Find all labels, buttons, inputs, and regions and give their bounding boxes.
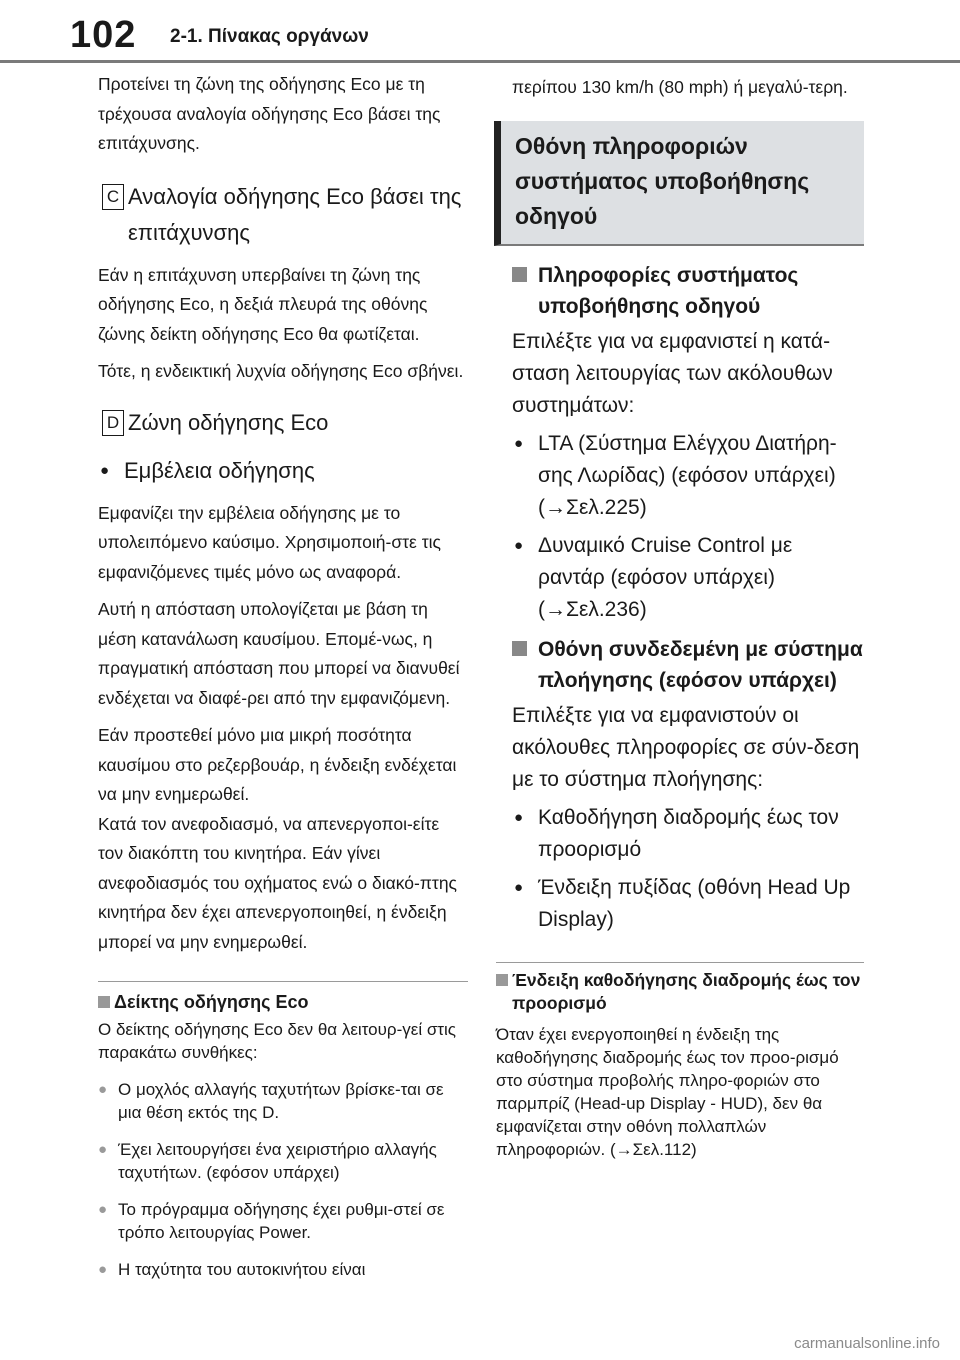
page-number: 102	[70, 14, 137, 56]
eco-note-item	[98, 1138, 468, 1184]
route-note-title: Ένδειξη καθοδήγησης διαδρομής έως τον προορισμό	[512, 970, 861, 1013]
range-heading	[98, 455, 468, 487]
letter-c-box: C	[102, 184, 124, 210]
item-c-title: Αναλογία οδήγησης Eco βάσει της επιτάχυνσης	[128, 183, 462, 245]
range-paragraph-1: Εμφανίζει την εμβέλεια οδήγησης με το υπολειπόμενο καύσιμο. Χρησιμοποιή-στε τις εμφανιζόμενες τιμές μόνο ως αναφορά.	[98, 502, 441, 582]
range-paragraph-2: Αυτή η απόσταση υπολογίζεται με βάση τη μέση κατανάλωση καυσίμου. Επομέ-νως, η πραγματική απόσταση που μπορεί να διανυθεί ενδέχεται να διαφέ-ρει από την εμφανιζόμενη.	[98, 599, 460, 708]
right-column	[496, 76, 864, 1161]
item-d-heading	[98, 405, 468, 441]
range-paragraph-4: Κατά τον ανεφοδιασμό, να απενεργοποι-είτε τον διακόπτη του κινητήρα. Εάν γίνει ανεφοδιασμός του οχήματος ενώ ο διακό-πτης κινητήρα δεν έχει απενεργοποιηθεί, η ένδειξη μπορεί να μην ενημερωθεί.	[98, 813, 457, 952]
navigation-title: Οθόνη συνδεδεμένη με σύστημα πλοήγησης (εφόσον υπάρχει)	[538, 638, 863, 692]
watermark: carmanualsonline.info	[794, 1335, 940, 1352]
driver-assist-item-text: LTA (Σύστημα Ελέγχου Διατήρη-σης Λωρίδας) (εφόσον υπάρχει) (→Σελ.225)	[538, 432, 837, 519]
intro-text: Προτείνει τη ζώνη της οδήγησης Eco με τη τρέχουσα αναλογία οδήγησης Eco βάσει της επιτάχυνσης.	[98, 74, 441, 153]
note-square-icon	[98, 996, 110, 1008]
item-c-paragraph-1: Εάν η επιτάχυνση υπερβαίνει τη ζώνη της οδήγησης Eco, η δεξιά πλευρά της οθόνης ζώνης δείκτη οδήγησης Eco θα φωτίζεται.	[98, 264, 428, 344]
note-square-icon	[496, 974, 508, 986]
range-paragraph-3: Εάν προστεθεί μόνο μια μικρή ποσότητα καυσίμου στο ρεζερβουάρ, η ένδειξη ενδέχεται να μην ενημερωθεί.	[98, 725, 457, 804]
eco-note-heading	[98, 988, 468, 1016]
page-header	[0, 0, 960, 62]
navigation-item	[512, 872, 864, 936]
left-column	[98, 70, 468, 1281]
section-box-title: Οθόνη πληροφοριών συστήματος υποβοήθησης οδηγού	[494, 121, 864, 246]
item-d-title: Ζώνη οδήγησης Eco	[128, 409, 329, 435]
driver-assist-heading	[512, 260, 864, 322]
eco-note-item-text: Ο μοχλός αλλαγής ταχυτήτων βρίσκε-ται σε μια θέση εκτός της D.	[118, 1080, 444, 1122]
route-note-heading	[496, 969, 864, 1015]
eco-note-item-text: Έχει λειτουργήσει ένα χειριστήριο αλλαγής ταχυτήτων. (εφόσον υπάρχει)	[118, 1140, 437, 1182]
header-divider	[0, 60, 960, 63]
route-note-text: Όταν έχει ενεργοποιηθεί η ένδειξη της καθοδήγησης διαδρομής έως τον προο-ρισμό στο σύστημα προβολής πληρο-φοριών στο παρμπρίζ (Head-up Display - HUD), δεν θα εμφανίζεται στην οθόνη πολλαπλών πληροφοριών. (→Σελ.112)	[496, 1025, 839, 1159]
navigation-item	[512, 802, 864, 866]
driver-assist-item	[512, 530, 864, 626]
item-c-heading	[98, 179, 468, 251]
heading-square-icon	[512, 641, 527, 656]
eco-note-item	[98, 1258, 468, 1281]
eco-note-item	[98, 1198, 468, 1244]
navigation-heading	[512, 634, 864, 696]
note-divider	[496, 962, 864, 963]
driver-assist-text: Επιλέξτε για να εμφανιστεί η κατά-σταση λειτουργίας των ακόλουθων συστημάτων:	[512, 330, 833, 417]
eco-note-item-text: Η ταχύτητα του αυτοκινήτου είναι	[118, 1260, 366, 1279]
navigation-text: Επιλέξτε για να εμφανιστούν οι ακόλουθες πληροφορίες σε σύν-δεση με το σύστημα πλοήγησης:	[512, 704, 860, 791]
driver-assist-item-text: Δυναμικό Cruise Control με ραντάρ (εφόσον υπάρχει) (→Σελ.236)	[538, 534, 793, 621]
item-c-paragraph-2: Τότε, η ενδεικτική λυχνία οδήγησης Eco σβήνει.	[98, 361, 464, 381]
eco-note-intro: Ο δείκτης οδήγησης Eco δεν θα λειτουρ-γεί στις παρακάτω συνθήκες:	[98, 1020, 456, 1062]
eco-note-item	[98, 1078, 468, 1124]
section-title: 2-1. Πίνακας οργάνων	[170, 26, 369, 47]
note-divider	[98, 981, 468, 982]
navigation-item-text: Καθοδήγηση διαδρομής έως τον προορισμό	[538, 806, 839, 861]
eco-note-item-text: Το πρόγραμμα οδήγησης έχει ρυθμι-στεί σε τρόπο λειτουργίας Power.	[118, 1200, 445, 1242]
driver-assist-title: Πληροφορίες συστήματος υποβοήθησης οδηγού	[538, 264, 799, 318]
continued-text: περίπου 130 km/h (80 mph) ή μεγαλύ-τερη.	[512, 77, 848, 97]
eco-note-title: Δείκτης οδήγησης Eco	[114, 992, 309, 1012]
navigation-item-text: Ένδειξη πυξίδας (οθόνη Head Up Display)	[538, 876, 851, 931]
driver-assist-item	[512, 428, 864, 524]
letter-d-box: D	[102, 410, 124, 436]
heading-square-icon	[512, 267, 527, 282]
range-title: Εμβέλεια οδήγησης	[124, 457, 315, 483]
